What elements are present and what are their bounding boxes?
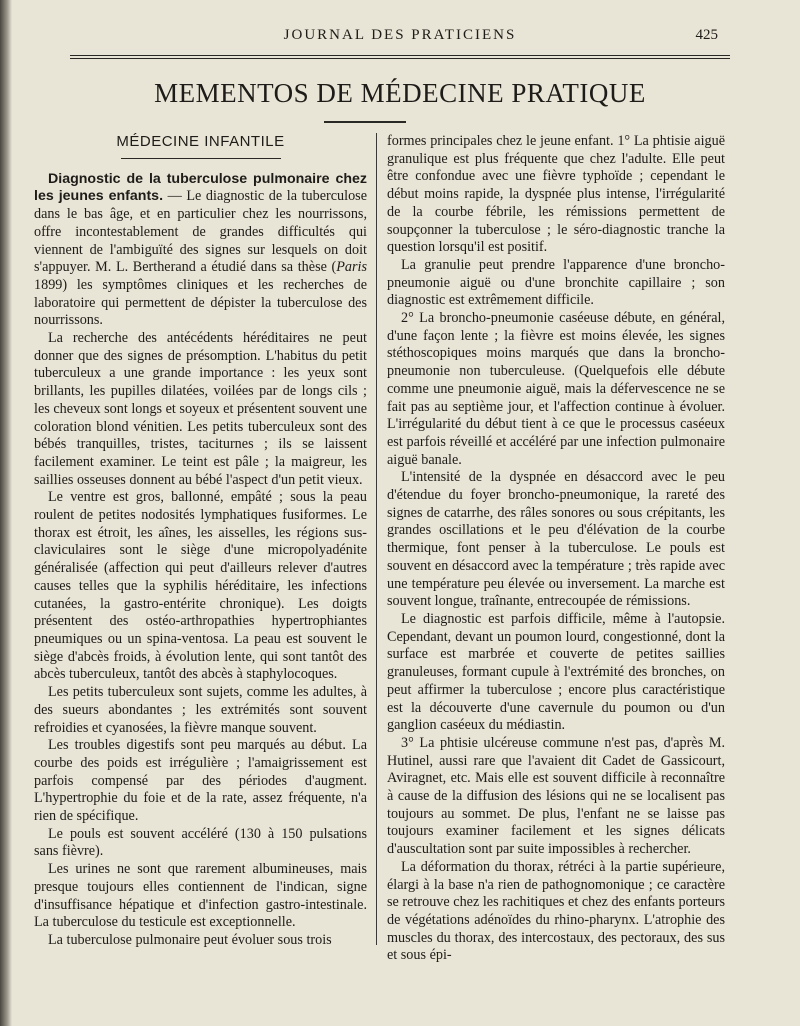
article-title: Diagnostic de la tuberculose pulmonaire chez les jeunes enfants.: [34, 170, 367, 205]
paragraph: La tuberculose pulmonaire peut évoluer sous trois: [48, 931, 332, 948]
section-title: MEMENTOS DE MÉDECINE PRATIQUE: [154, 78, 646, 108]
header-rule: [70, 55, 730, 56]
paragraph: Les troubles digestifs sont peu marqués au début. La courbe des poids est irrégulière ; l'amaigrissement est parfois compensé par des périodes d'augment. L'hypertrophie du foie et de la rate, assez fréquente, n'a rien de spécifique.: [34, 737, 367, 825]
paragraph: La granulie peut prendre l'apparence d'une broncho-pneumonie aiguë ou d'une bronchite capillaire ; son diagnostic est extrêmement difficile.: [387, 256, 725, 309]
paragraph: 3° La phtisie ulcéreuse commune n'est pas, d'après M. Hutinel, aussi rare que l'avaient dit Cadet de Gassicourt, Aviragnet, etc. Mais elle est souvent difficile à reconnaître à cause de la diffusion des lésions qui ne se localisent pas toujours au sommet. De plus, l'enfant ne se laisse pas toujours examiner facilement et les signes délicats d'auscultation sont par suite impossibles à rechercher.: [387, 734, 725, 858]
header-rule-double: [70, 58, 730, 59]
rubric-rule: [121, 158, 281, 159]
page-edge: [0, 0, 12, 1026]
paragraph-text: — Le diagnostic de la tuberculose dans le bas âge, et en particulier chez les nourrissons, offre incontestablement de grandes difficultés qui viennent de l'ambiguïté des signes sur lesquels on doit s'appuyer. M. L. Bertherand a étudié dans sa thèse (: [34, 188, 367, 276]
column-divider: [376, 133, 377, 945]
paragraph: Les petits tuberculeux sont sujets, comme les adultes, à des sueurs abondantes ; les extrémités sont souvent refroidies et cyanosées, la fièvre manque souvent.: [34, 684, 367, 736]
title-rule: [324, 121, 406, 123]
journal-title: JOURNAL DES PRATICIENS: [283, 27, 517, 43]
paragraph: La recherche des antécédents héréditaires ne peut donner que des signes de présomption. L'habitus du petit tuberculeux a une grande importance : les yeux sont brillants, les pupilles dilatées, voilées par de longs cils ; les cheveux sont longs et soyeux et présentent souvent une coloration blond vénitien. Les petits tuberculeux sont des bébés tranquilles, tristes, taciturnes ; ils se laissent facilement examiner. Le teint est pâle ; la maigreur, les saillies osseuses donnent au bébé l'aspect d'un petit vieux.: [34, 330, 367, 488]
paragraph: Les urines ne sont que rarement albumineuses, mais presque toujours elles contiennent de l'indican, signe d'insuffisance hépatique et d'infection gastro-intestinale. La tuberculose du testicule est exceptionnelle.: [34, 861, 367, 931]
paragraph: formes principales chez le jeune enfant. 1° La phtisie aiguë granulique est plus fréquente que chez l'adulte. Elle peut être confondue avec une fièvre typhoïde ; cependant le début moins rapide, la dyspnée plus intense, l'irrégularité de la courbe fébrile, les rémissions permettent de soupçonner la tuberculose ; le séro-diagnostic tranche la question lorsqu'il est positif.: [387, 133, 725, 256]
left-column: [34, 133, 367, 950]
paragraph: Le pouls est souvent accéléré (130 à 150 pulsations sans fièvre).: [34, 825, 367, 860]
paragraph-text: 1899) les symptômes cliniques et les recherches de laboratoire qui permettent de dépister la tuberculose des nourrissons.: [34, 276, 367, 329]
paragraph: [34, 171, 367, 330]
paragraph: 2° La broncho-pneumonie caséeuse débute, en général, d'une façon lente ; la fièvre est moins élevée, les signes stéthoscopiques moins marqués que dans la broncho-pneumonie non tuberculeuse. (Quelquefois elle débute comme une pneumonie aiguë, mais la défervescence ne se fait pas au septième jour, et l'affection continue à évoluer. L'irrégularité du début tient à ce que le processus caséeux est parfois réveillé et accéléré par une infection pulmonaire aiguë banale.: [387, 310, 725, 468]
right-column: [387, 133, 725, 965]
paragraph: L'intensité de la dyspnée en désaccord avec le peu d'étendue du foyer broncho-pneumonique, la rareté des signes de catarrhe, des râles sonores ou sous crépitants, les grandes oscillations et le peu d'élévation de la courbe thermique, font penser à la tuberculose. Le pouls est souvent en désaccord avec la température ; très rapide avec une température peu élevée ou inversement. La marche est souvent longue, traînante, entrecoupée de rémissions.: [387, 469, 725, 610]
rubric-heading: MÉDECINE INFANTILE: [116, 133, 285, 150]
paragraph: Le diagnostic est parfois difficile, même à l'autopsie. Cependant, devant un poumon lourd, congestionné, dont la surface est marbrée et couverte de petites saillies granuleuses, formant cupule à l'extrémité des bronches, on peut affirmer la tuberculose ; encore plus caractéristique est la découverte d'une cavernule du poumon ou d'un ganglion caséeux du médiastin.: [387, 610, 725, 734]
paragraph: Le ventre est gros, ballonné, empâté ; sous la peau roulent de petites nodosités lymphatiques fusiformes. Le thorax est étroit, les aînes, les aisselles, les régions sus-claviculaires sont le siège d'une micropolyadénite généralisée (affection qui peut d'ailleurs relever d'autres causes telles que la syphilis héréditaire, les infections cutanées, la gastro-entérite chronique). Les doigts présentent des ostéo-arthropathies hypertrophiantes pneumiques ou un spina-ventosa. La peau est souvent le siège d'abcès froids, à évolution lente, qui sont tantôt des abcès tuberculeux, tantôt des abcès à staphylocoques.: [34, 489, 367, 683]
italic-place: Paris: [336, 259, 367, 276]
paragraph: La déformation du thorax, rétréci à la partie supérieure, élargi à la base n'a rien de pathognomonique ; ce caractère se retrouve chez les rachitiques et chez des enfants porteurs de végétations adénoïdes du rhino-pharynx. L'atrophie des muscles du thorax, des intercostaux, des pectoraux, des sus et sous épi-: [387, 858, 725, 964]
page-number: 425: [695, 27, 718, 43]
running-header: [0, 27, 800, 49]
